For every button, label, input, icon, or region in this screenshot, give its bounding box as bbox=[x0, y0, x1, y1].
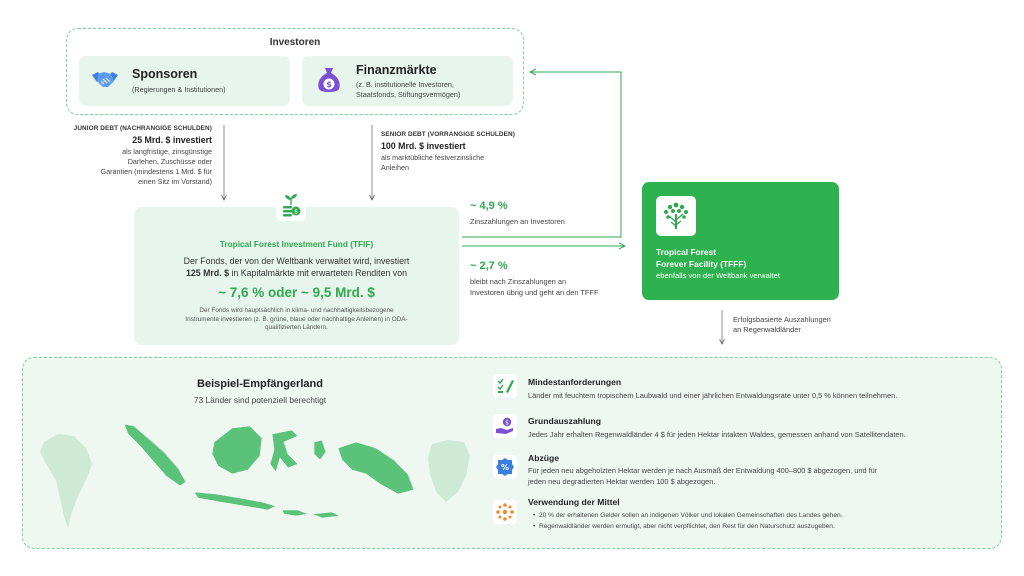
junior-debt-line: als langfristige, zinsgünstige bbox=[122, 147, 212, 156]
sponsors-sublabel: (Regierungen & Institutionen) bbox=[132, 85, 226, 94]
hand-coin-icon bbox=[493, 414, 517, 438]
senior-debt-line: als marktübliche festverzinsliche bbox=[381, 153, 485, 162]
tfif-expected-return: ~ 7,6 % oder ~ 9,5 Mrd. $ bbox=[218, 285, 375, 300]
sponsors-label: Sponsoren bbox=[132, 67, 198, 81]
tfif-note-line: Der Fonds wird hauptsächlich in klima- und nachhaltigkeitsbezogene bbox=[199, 307, 394, 314]
markets-label: Finanzmärkte bbox=[356, 63, 437, 77]
svg-text:$: $ bbox=[294, 208, 298, 216]
interest-text: Zinszahlungen an Investoren bbox=[470, 217, 565, 226]
junior-debt-line: Darlehen, Zuschüsse oder bbox=[127, 157, 212, 166]
deductions-text-1: Für jeden neu abgeholzten Hektar werden je nach Ausmaß der Entwaldung 400–800 $ abgezogen, und für bbox=[528, 466, 878, 475]
map-south-america bbox=[40, 434, 92, 528]
tfif-note-line: Instrumente investieren (z. B. grüne, blaue oder nachhaltige Anleihen) in ODA- bbox=[185, 315, 408, 323]
investors-title: Investoren bbox=[269, 37, 321, 48]
senior-debt-heading: SENIOR DEBT (VORRANGIGE SCHULDEN) bbox=[381, 131, 515, 138]
bullet-text: 20 % der erhaltenen Gelder sollen an indigenen Völker und lokalen Gemeinschaften des Landes gehen. bbox=[538, 512, 843, 519]
bullet-dot: • bbox=[533, 512, 539, 519]
checklist-icon bbox=[493, 374, 517, 398]
tfif-body-line-2-rest: in Kapitalmärkte mit erwarteten Renditen von bbox=[229, 267, 407, 278]
tfif-body bbox=[134, 256, 459, 279]
tfff-subtitle: ebenfalls von der Weltbank verwaltet bbox=[656, 271, 780, 280]
svg-text:$: $ bbox=[505, 419, 509, 427]
senior-debt-line: Anleihen bbox=[381, 163, 409, 172]
payout-text bbox=[733, 315, 831, 335]
payout-line-1: Erfolgsbasierte Auszahlungen bbox=[733, 315, 831, 324]
requirement-title: Mindestanforderungen bbox=[528, 377, 622, 387]
tfff-title-line-2: Forever Facility (TFFF) bbox=[656, 258, 747, 269]
tfff-title-line-1: Tropical Forest bbox=[656, 247, 717, 257]
example-subtitle: 73 Länder sind potenziell berechtigt bbox=[193, 395, 327, 405]
tfif-note-line: qualifizierten Ländern. bbox=[265, 324, 328, 332]
markets-sublabel-2: Staatsfonds, Stiftungsvermögen) bbox=[356, 90, 461, 99]
map-papua bbox=[338, 442, 414, 494]
bullet-text: Regenwaldländer werden ermutigt, aber nicht verpflichtet, den Rest für den Naturschutz auszugeben. bbox=[538, 523, 835, 530]
base-payout-title: Grundauszahlung bbox=[528, 416, 602, 426]
use-of-funds-bullet bbox=[533, 522, 835, 532]
map-moluccas bbox=[314, 440, 326, 460]
tfif-body-line-2 bbox=[134, 268, 459, 280]
payout-line-2: an Regenwaldländer bbox=[733, 325, 801, 334]
use-of-funds-bullet bbox=[533, 511, 843, 521]
remaining-text-1: bleibt nach Zinszahlungen an bbox=[470, 277, 567, 286]
junior-debt-line: Garantien (mindestens 1 Mrd. $ für bbox=[100, 167, 212, 176]
map-borneo bbox=[212, 426, 262, 474]
junior-debt-text bbox=[42, 124, 212, 187]
map-sumatra bbox=[124, 424, 186, 486]
map-sulawesi bbox=[270, 430, 298, 472]
base-payout-text: Jedes Jahr erhalten Regenwaldländer 4 $ für jeden Hektar intakten Waldes, gemessen anhand von Satellitendaten. bbox=[528, 430, 906, 439]
map-java bbox=[194, 492, 276, 510]
tfif-amount: 125 Mrd. $ bbox=[185, 267, 230, 278]
junior-debt-heading: JUNIOR DEBT (NACHRANGIGE SCHULDEN) bbox=[73, 125, 212, 132]
junior-debt-amount: 25 Mrd. $ investiert bbox=[132, 135, 212, 145]
tfif-body-line-1: Der Fonds, der von der Weltbank verwaltet wird, investiert bbox=[183, 256, 410, 266]
tfif-title: Tropical Forest Investment Fund (TFIF) bbox=[219, 239, 374, 249]
requirement-text: Länder mit feuchtem tropischem Laubwald und einer jährlichen Entwaldungsrate unter 0,5 % können teilnehmen. bbox=[528, 391, 898, 400]
bullet-dot: • bbox=[533, 523, 539, 530]
remaining-text-2: Investoren übrig und geht an den TFFF bbox=[470, 288, 599, 297]
use-of-funds-title: Verwendung der Mittel bbox=[528, 497, 620, 507]
map-nusa-tenggara bbox=[282, 510, 340, 518]
tfif-box bbox=[134, 207, 459, 345]
tfff-box bbox=[642, 182, 839, 300]
senior-debt-amount: 100 Mrd. $ investiert bbox=[381, 141, 466, 151]
map-africa bbox=[428, 440, 470, 502]
country-maps bbox=[36, 420, 476, 540]
interest-percent: ~ 4,9 % bbox=[470, 200, 508, 212]
senior-debt-text bbox=[381, 130, 561, 173]
network-icon bbox=[493, 500, 517, 524]
tfff-title bbox=[656, 247, 746, 270]
markets-sublabel-1: (z. B. institutionelle Investoren, bbox=[356, 80, 454, 89]
deductions-text-2: jeden neu degradierten Hektar werden 100 $ abgezogen. bbox=[528, 477, 716, 486]
percent-badge-icon bbox=[493, 455, 517, 479]
svg-text:$: $ bbox=[326, 80, 332, 89]
example-title: Beispiel-Empfängerland bbox=[197, 378, 323, 390]
tree-icon bbox=[656, 196, 696, 236]
svg-text:%: % bbox=[500, 463, 510, 472]
plant-coin-icon bbox=[276, 189, 306, 221]
deductions-title: Abzüge bbox=[528, 453, 560, 463]
junior-debt-line: einen Sitz im Vorstand) bbox=[138, 177, 212, 186]
tfif-note bbox=[158, 307, 435, 333]
remaining-percent: ~ 2,7 % bbox=[470, 260, 508, 272]
